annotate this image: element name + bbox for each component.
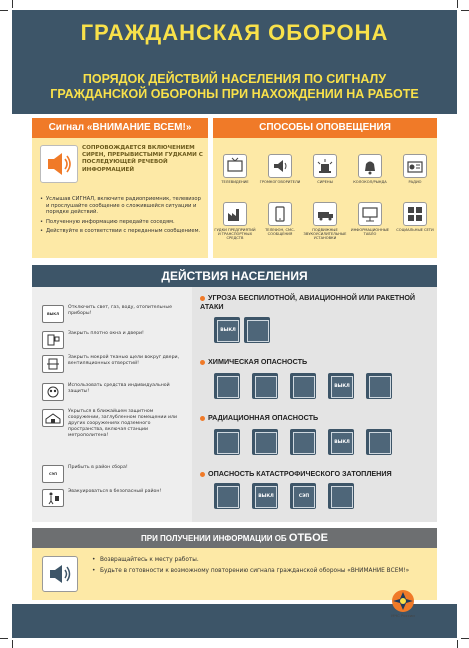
threat-icon-label: ВЫКЛ: [331, 376, 353, 398]
actions-section: [32, 287, 437, 522]
switch-off-icon: [214, 317, 240, 343]
threat-title: [200, 357, 432, 366]
alert-item-tv: [213, 154, 257, 184]
bell-icon: [358, 154, 382, 178]
alert-label: СИРЕНЫ: [317, 180, 333, 184]
alert-item-vehicle: [303, 202, 347, 241]
action-step-text: Укрыться в ближайшем защитном сооружении, заглубленном помещении или других сооружениях подземного пространства, включая станции метрополитена!: [68, 409, 178, 438]
poster: [12, 10, 457, 638]
alert-label: СОЦИАЛЬНЫЕ СЕТИ: [396, 228, 434, 232]
list-item: • Полученную информацию передайте соседям.: [40, 219, 205, 226]
threat-icon-label: ВЫКЛ: [331, 432, 353, 454]
alert-item-sirens: [303, 154, 347, 184]
threat-title-text: ХИМИЧЕСКАЯ ОПАСНОСТЬ: [208, 357, 308, 366]
crop-mark: [0, 638, 8, 639]
threat-icon-label: ВЫКЛ: [217, 320, 239, 342]
otboy-title-prefix: ПРИ ПОЛУЧЕНИИ ИНФОРМАЦИИ ОБ: [141, 534, 287, 543]
action-step-text: Эвакуироваться в безопасный район!: [68, 489, 162, 494]
phone-icon: [268, 202, 292, 226]
alert-item-loudspeakers: [258, 154, 302, 184]
actions-steps: [36, 287, 186, 522]
evacuation-icon: [328, 483, 354, 509]
threat-icon-inner: [293, 432, 315, 454]
subtitle-line-2: ГРАЖДАНСКОЙ ОБОРОНЫ ПРИ НАХОЖДЕНИИ НА РАБОТЕ: [50, 87, 419, 101]
alerting-title: СПОСОБЫ ОПОВЕЩЕНИЯ: [213, 118, 437, 138]
door-window-icon: [42, 331, 64, 349]
seal-cracks-icon: [290, 429, 316, 455]
action-step-text: Прибыть в район сбора!: [68, 465, 128, 470]
shelter-icon: [244, 317, 270, 343]
gas-mask-icon: [214, 429, 240, 455]
threat-icon-inner: [255, 376, 277, 398]
emblem-label: МЧС России: [391, 613, 415, 618]
threat-icon-inner: [217, 432, 239, 454]
threat-title-text: РАДИАЦИОННАЯ ОПАСНОСТЬ: [208, 413, 319, 422]
action-step-text: Использовать средства индивидуальной защиты!: [68, 383, 170, 394]
crop-mark: [457, 640, 458, 648]
switch-off-icon: ВЫКЛ: [42, 305, 64, 323]
list-item: • Будьте в готовности к возможному повторению сигнала гражданской обороны «ВНИМАНИЕ ВСЕМ!»: [92, 568, 422, 575]
alert-label: КОЛОКОЛ/РЫНДА: [353, 180, 387, 184]
actions-title: ДЕЙСТВИЯ НАСЕЛЕНИЯ: [32, 265, 437, 287]
crop-mark: [457, 0, 458, 8]
alert-label: ТЕЛЕФОН, СМС-СООБЩЕНИЯ: [265, 228, 295, 237]
action-step-text: Отключить свет, газ, воду, отопительные приборы!: [68, 305, 172, 316]
alert-item-factory: [213, 202, 257, 241]
shelter-icon: [366, 373, 392, 399]
otboy-panel: [32, 548, 437, 600]
door-window-icon: [252, 373, 278, 399]
alert-label: ПОДВИЖНЫЕ ЗВУКОУСИЛИТЕЛЬНЫЕ УСТАНОВКИ: [303, 228, 347, 241]
action-step-text: Закрыть мокрой тканью щели вокруг двери, вентиляционных отверстий!: [68, 355, 180, 366]
alert-item-radio: [393, 154, 437, 184]
alerting-panel: [213, 118, 437, 258]
siren-icon: [313, 154, 337, 178]
bullet-dot: [200, 416, 205, 421]
speaker-icon: [42, 556, 78, 592]
threat-title: [200, 293, 432, 311]
threat-icon-inner: [293, 376, 315, 398]
otboy-title-big: ОТБОЕ: [288, 532, 328, 544]
alert-item-billboard: [348, 202, 392, 236]
radio-icon: [403, 154, 427, 178]
vehicle-icon: [313, 202, 337, 226]
threat-icon-inner: [369, 432, 391, 454]
alert-label: ТЕЛЕВИДЕНИЕ: [221, 180, 249, 184]
threats-column: [192, 287, 437, 522]
signal-panel: [32, 118, 208, 258]
threat-title-text: ОПАСНОСТЬ КАТАСТРОФИЧЕСКОГО ЗАТОПЛЕНИЯ: [208, 469, 392, 478]
otboy-list: [92, 557, 422, 580]
signal-description: СОПРОВОЖДАЕТСЯ ВКЛЮЧЕНИЕМ СИРЕН, ПРЕРЫВИСТЫМИ ГУДКАМИ С ПОСЛЕДУЮЩЕЙ РЕЧЕВОЙ ИНФОРМАЦИЕЙ: [82, 145, 203, 173]
alert-label: ИНФОРМАЦИОННЫЕ ТАБЛО: [350, 228, 390, 237]
bullet-dot: [200, 472, 205, 477]
threat-title: [200, 413, 432, 422]
tv-icon: [223, 154, 247, 178]
shelter-icon: [42, 409, 64, 427]
alert-item-phone: [258, 202, 302, 236]
threat-icon-label: ВЫКЛ: [255, 486, 277, 508]
threat-icon-inner: [217, 376, 239, 398]
gas-mask-icon: [214, 373, 240, 399]
alert-item-bell: [348, 154, 392, 184]
signal-bullets: [40, 196, 205, 238]
subtitle-line-1: ПОРЯДОК ДЕЙСТВИЙ НАСЕЛЕНИЯ ПО СИГНАЛУ: [82, 72, 387, 86]
switch-off-icon: [252, 483, 278, 509]
evacuation-icon: [42, 489, 64, 507]
door-window-icon: [252, 429, 278, 455]
bullet-dot: [200, 296, 205, 301]
crop-mark: [461, 638, 469, 639]
switch-off-icon: [328, 429, 354, 455]
top-banner: [12, 10, 457, 114]
action-step-text: Закрыть плотно окна и двери!: [68, 331, 144, 336]
social-icon: [403, 202, 427, 226]
loudspeaker-icon: [268, 154, 292, 178]
alert-item-social: [393, 202, 437, 232]
assembly-point-icon: [290, 483, 316, 509]
threat-title: [200, 469, 432, 478]
page-subtitle: [18, 72, 451, 102]
list-item: • Услышав СИГНАЛ, включите радиоприемник, телевизор и прослушайте сообщение о сложившейся ситуации и порядке действий.: [40, 196, 205, 216]
crop-mark: [12, 0, 13, 8]
emchs-emblem-icon: [390, 588, 416, 614]
alert-label: ГУДКИ ПРЕДПРИЯТИЙ И ТРАНСПОРТНЫХ СРЕДСТВ: [214, 228, 256, 241]
list-item: • Возвращайтесь к месту работы.: [92, 557, 422, 564]
otboy-title: [32, 528, 437, 548]
crop-mark: [461, 10, 469, 11]
page-title: ГРАЖДАНСКАЯ ОБОРОНА: [80, 20, 389, 45]
crop-mark: [12, 640, 13, 648]
threat-icon-inner: [247, 320, 269, 342]
seal-cracks-icon: [42, 355, 64, 373]
alert-label: ГРОМКОГОВОРИТЕЛИ: [259, 180, 301, 184]
alert-label: РАДИО: [408, 180, 422, 184]
threat-icon-inner: [331, 486, 353, 508]
list-item: • Действуйте в соответствии с переданным сообщением.: [40, 228, 205, 235]
evacuation-icon: [214, 483, 240, 509]
threat-icon-inner: [369, 376, 391, 398]
billboard-icon: [358, 202, 382, 226]
threat-icon-label: СЭП: [293, 486, 315, 508]
bullet-dot: [200, 360, 205, 365]
crop-mark: [0, 10, 8, 11]
speaker-icon: [40, 145, 78, 183]
signal-title: Сигнал «ВНИМАНИЕ ВСЕМ!»: [32, 118, 208, 138]
threat-icon-inner: [255, 432, 277, 454]
switch-off-icon: [328, 373, 354, 399]
threat-title-text: УГРОЗА БЕСПИЛОТНОЙ, АВИАЦИОННОЙ ИЛИ РАКЕТНОЙ АТАКИ: [200, 293, 416, 311]
factory-icon: [223, 202, 247, 226]
gas-mask-icon: [42, 383, 64, 401]
threat-icon-inner: [217, 486, 239, 508]
shelter-icon: [366, 429, 392, 455]
seal-cracks-icon: [290, 373, 316, 399]
assembly-point-icon: СЭП: [42, 465, 64, 483]
